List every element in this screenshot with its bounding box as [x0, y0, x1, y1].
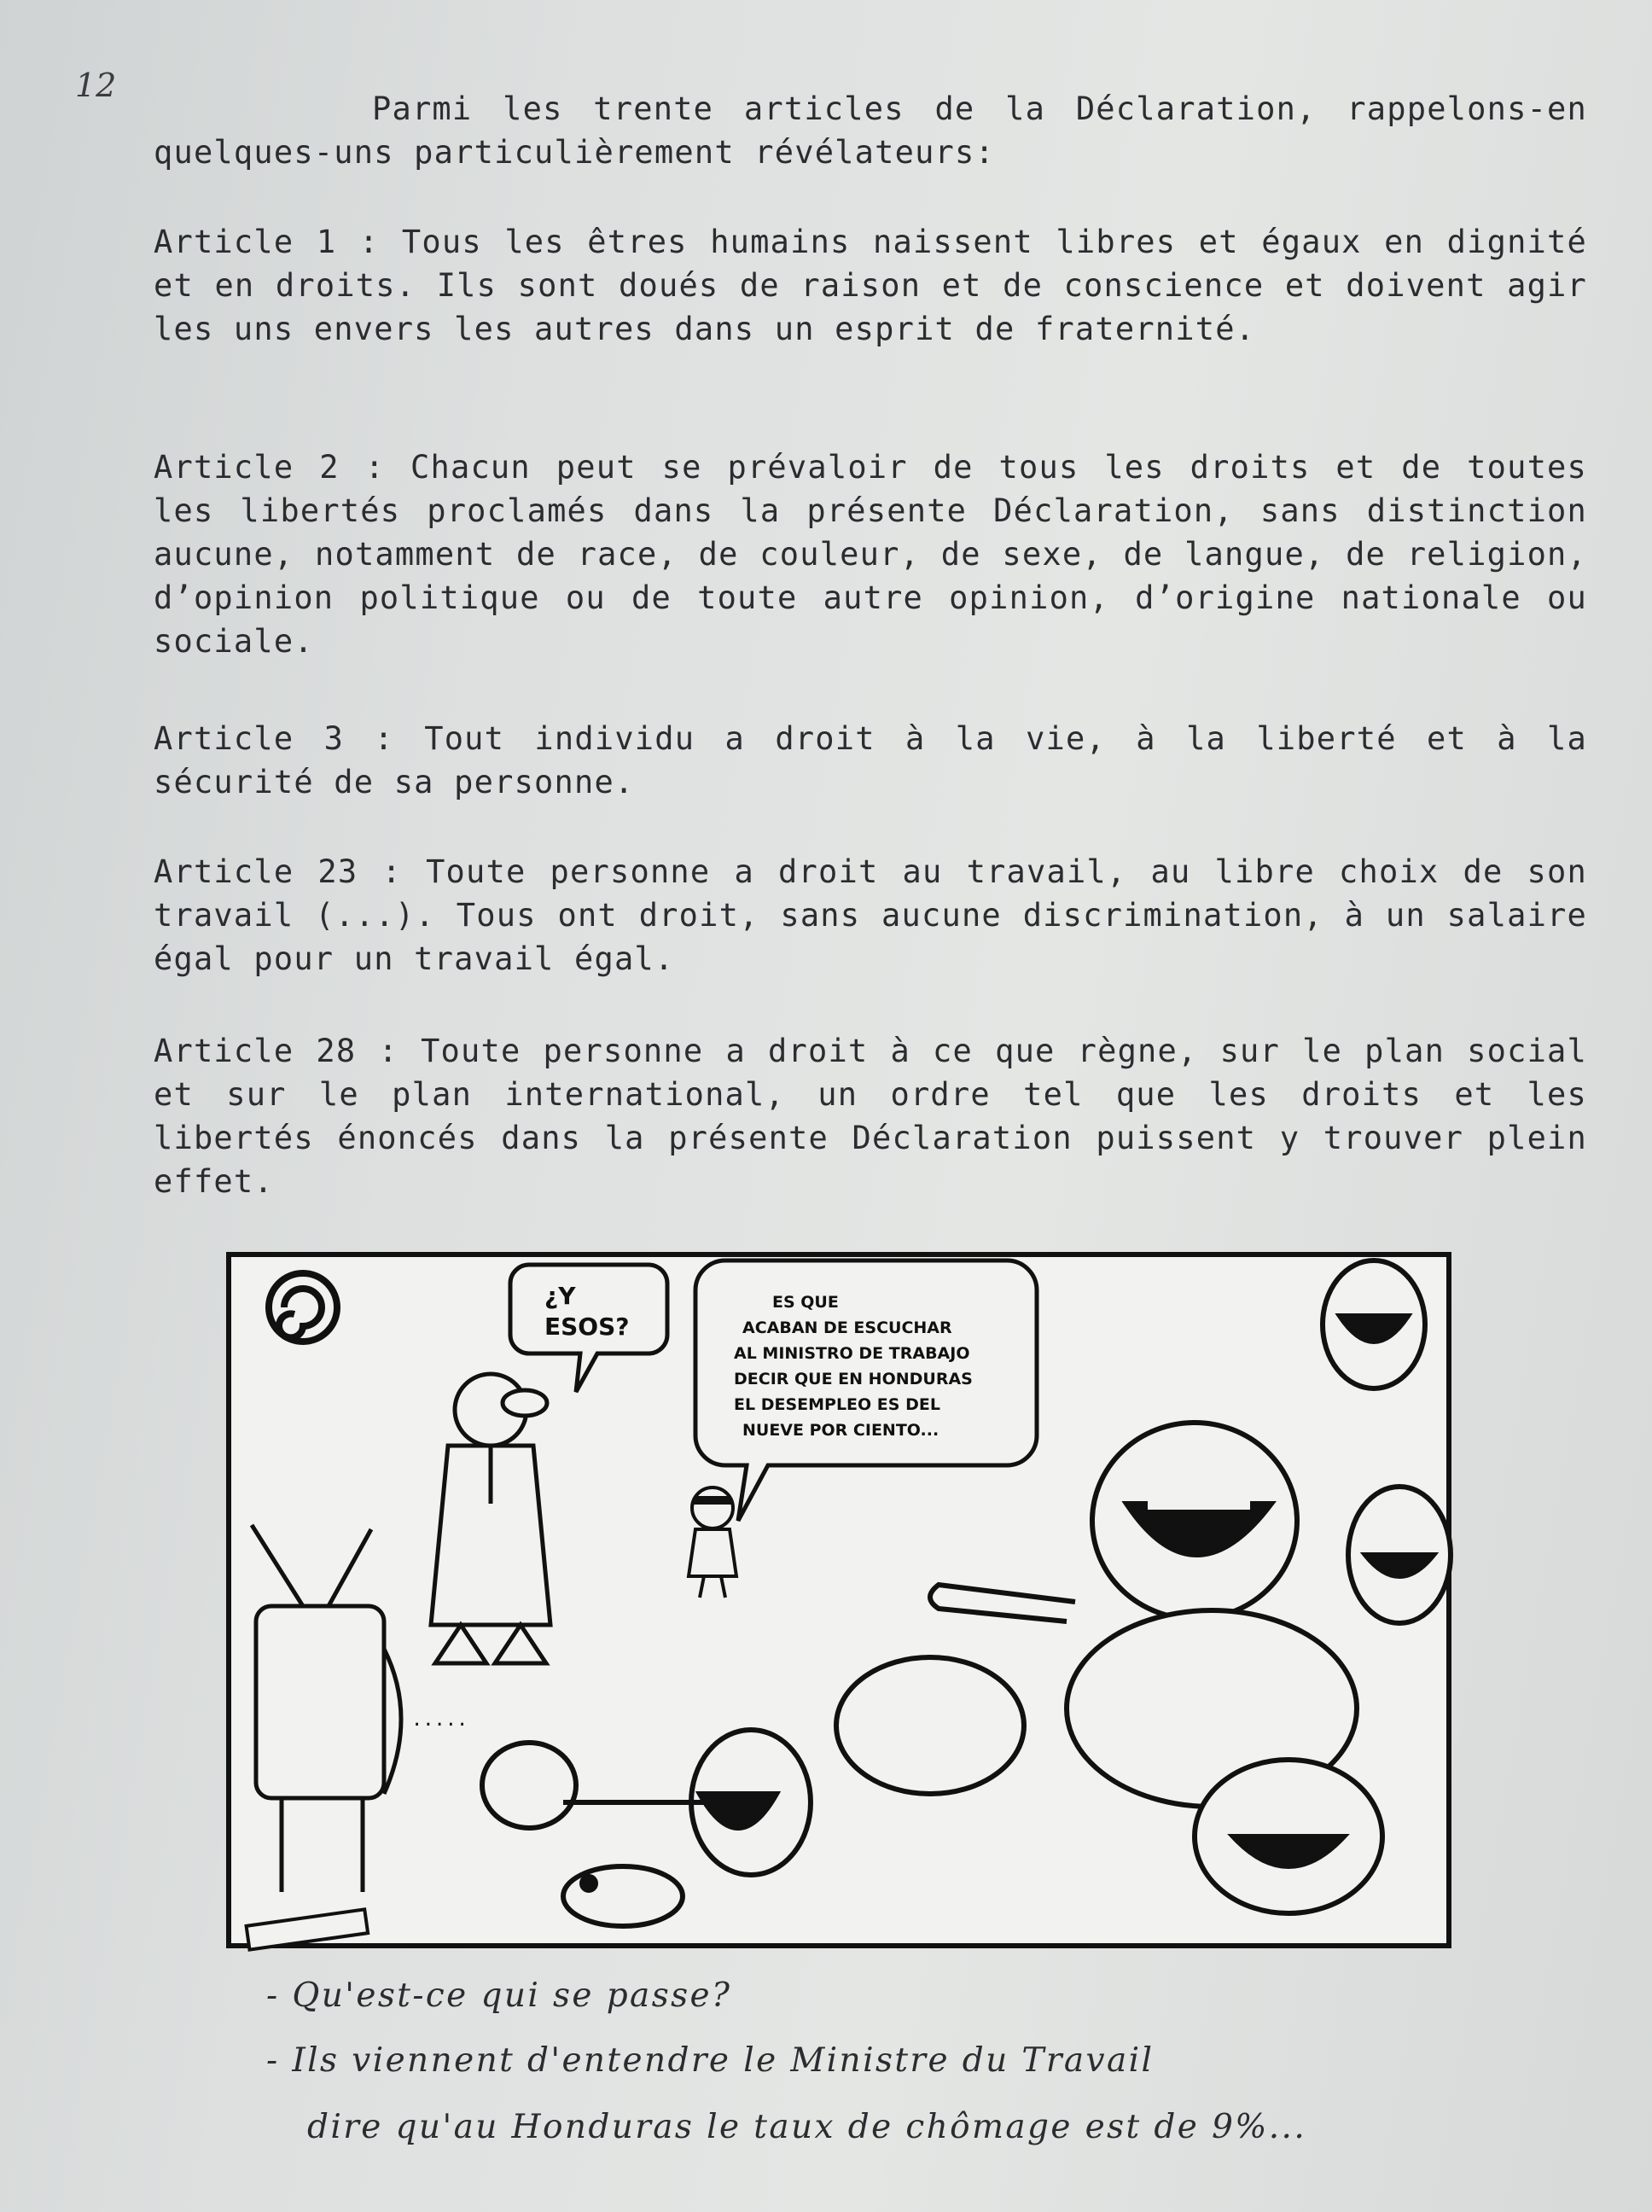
article-23: [154, 850, 1587, 981]
article-2: [154, 445, 1587, 663]
article-text: Toute personne a droit à ce que règne, sur le plan social et sur le plan international, un ordre tel que les droits et les libertés énoncés dans la présente Déclaration puissent y trouver plein effet.: [154, 1033, 1588, 1200]
article-text: Toute personne a droit au travail, au libre choix de son travail (...). Tous ont droit, sans aucune discrimination, à un salaire égal pour un travail égal.: [154, 853, 1587, 977]
bubble-right-line-2: ACABAN DE ESCUCHAR: [742, 1318, 952, 1337]
article-text: Tous les êtres humains naissent libres et égaux en dignité et en droits. Ils sont doués de raison et de conscience et doivent agir les uns envers les autres dans un esprit de fraternité.: [154, 224, 1587, 347]
bubble-left-line-2: ESOS?: [544, 1313, 630, 1341]
bubble-right-line-4: DECIR QUE EN HONDURAS: [734, 1370, 973, 1388]
caption-answer-line-2: dire qu'au Honduras le taux de chômage est de 9%...: [307, 2108, 1307, 2146]
article-text: Chacun peut se prévaloir de tous les droits et de toutes les libertés proclamés dans la présente Déclaration, sans distinction aucune, notamment de race, de couleur, de sexe, de langue, de religion, d’opinion politique ou de toute autre opinion, d’origine nationale ou sociale.: [154, 449, 1587, 660]
article-text: Tout individu a droit à la vie, à la liberté et à la sécurité de sa personne.: [154, 720, 1587, 800]
bubble-right-line-5: EL DESEMPLEO ES DEL: [734, 1395, 940, 1414]
bubble-right-line-1: ES QUE: [772, 1293, 839, 1312]
svg-text:.....: .....: [411, 1709, 468, 1731]
article-label: Article 1 :: [154, 224, 380, 260]
bubble-right-line-6: NUEVE POR CIENTO...: [742, 1421, 939, 1440]
bubble-right-line-3: AL MINISTRO DE TRABAJO: [734, 1344, 970, 1363]
page-number: 12: [75, 67, 117, 104]
article-3: [154, 717, 1587, 804]
article-28: [154, 1029, 1587, 1203]
article-label: Article 3 :: [154, 720, 394, 757]
article-label: Article 23 :: [154, 853, 402, 890]
intro-paragraph: Parmi les trente articles de la Déclaration, rappelons-en quelques-uns particulièrement révélateurs:: [154, 90, 1587, 171]
article-1: [154, 220, 1587, 351]
article-label: Article 2 :: [154, 449, 386, 486]
cartoon-illustration: [222, 1248, 1456, 1953]
caption-question: - Qu'est-ce qui se passe?: [266, 1976, 732, 2015]
caption-answer-line-1: - Ils viennent d'entendre le Ministre du Travail: [266, 2041, 1155, 2080]
article-label: Article 28 :: [154, 1033, 398, 1069]
bubble-left-line-1: ¿Y: [544, 1282, 576, 1310]
